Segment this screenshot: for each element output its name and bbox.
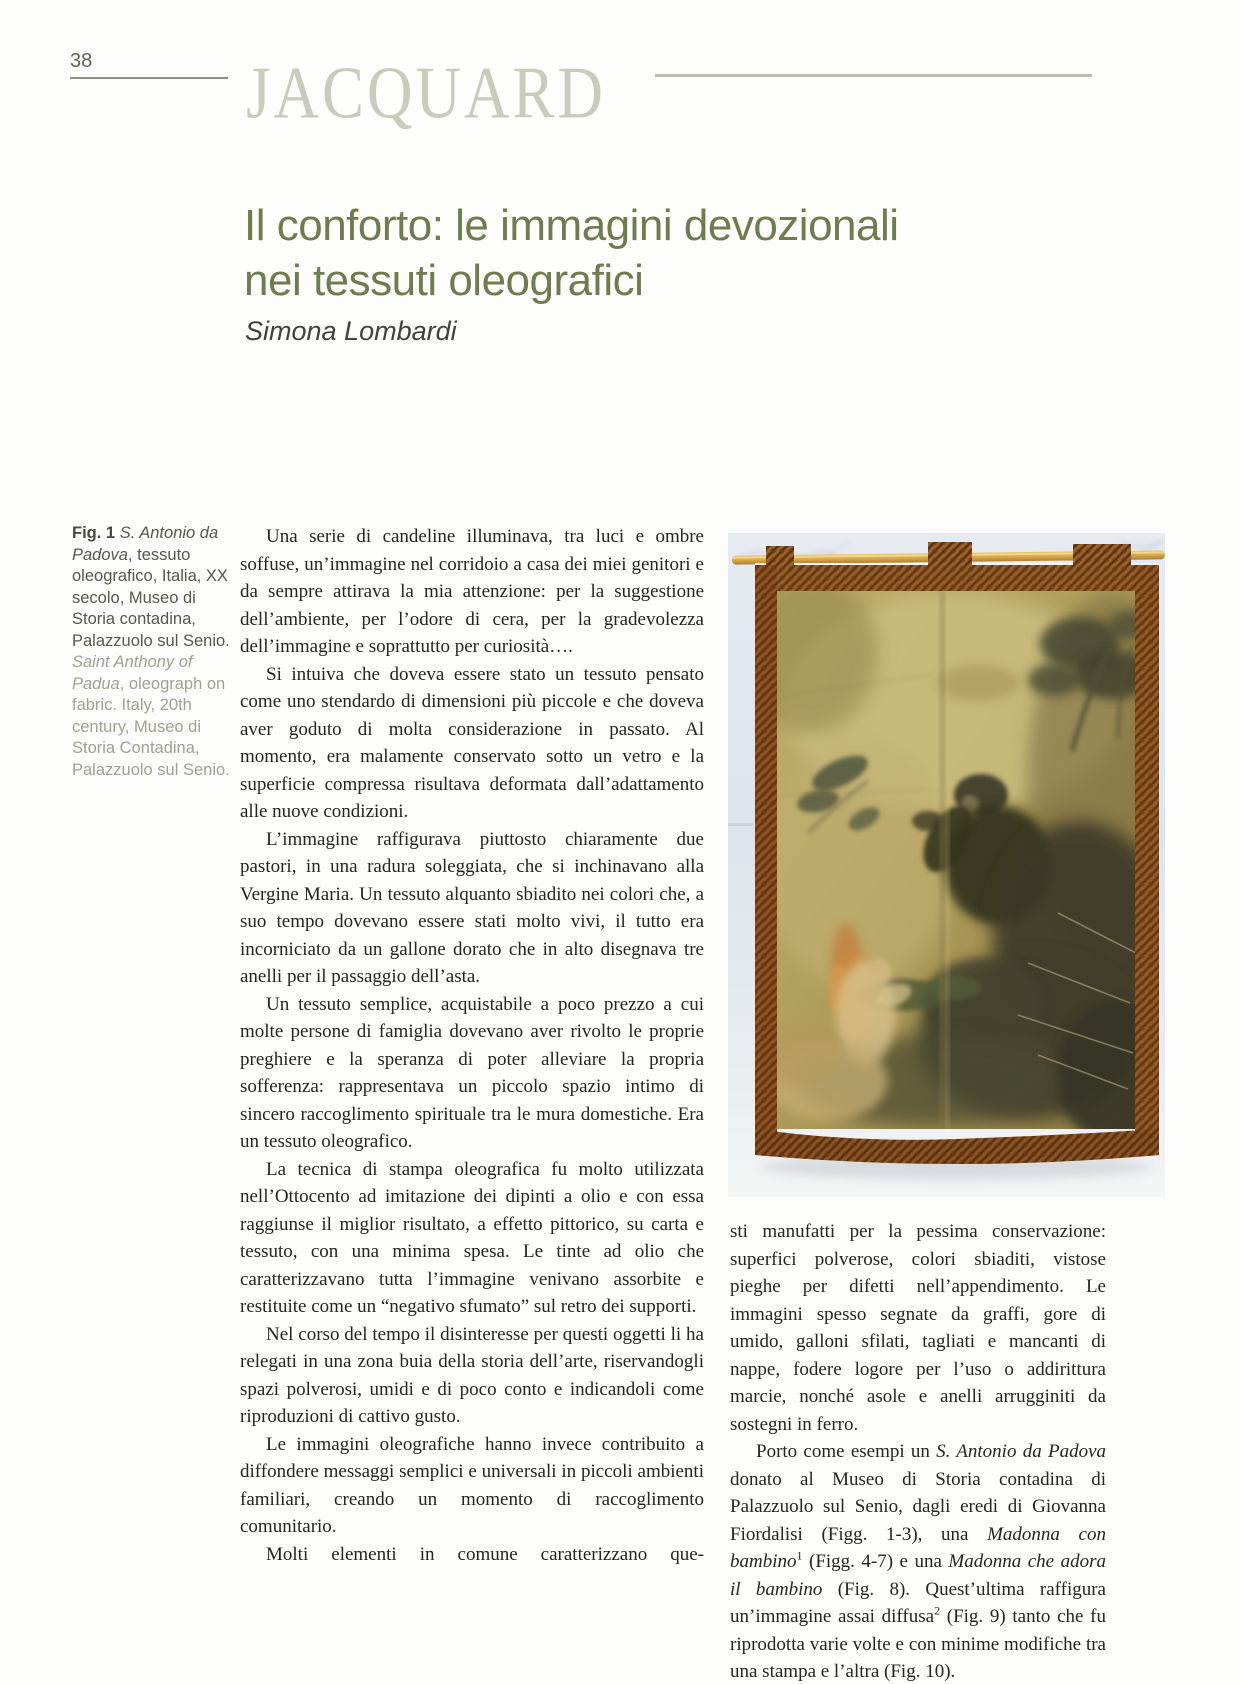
footnote-marker-2: 2 bbox=[934, 1603, 941, 1618]
page-number: 38 bbox=[70, 50, 93, 72]
paragraph-8-continuation: sti manufatti per la pessima conservazione: superfici polverose, colori sbiaditi, vistose pieghe per difetti nell’appendimento. Le immagini spesso segnate da graffi, gore di umido, galloni sfilati, tagliati e mancanti di nappe, fodere logore per l’uso o addirittura marcie, nonché asole e anelli arrugginiti da sostegni in ferro. bbox=[730, 1221, 1106, 1435]
figure-caption bbox=[72, 523, 237, 781]
paragraph-4: Un tessuto semplice, acquistabile a poco prezzo a cui molte persone di famiglia dovevano aver rivolto le proprie preghiere e la speranza di poter alleviare la propria sofferenza: rappresentava un piccolo spazio intimo di sincero raccoglimento spirituale tra le mura domestiche. Era un tessuto oleografico. bbox=[240, 993, 704, 1152]
figure-caption-english: Saint Anthony of Padua, oleograph on fabric. Italy, 20th century, Museo di Storia Contadina, Palazzuolo sul Senio. bbox=[72, 653, 230, 779]
article-title-line-1: Il conforto: le immagini devozionali bbox=[244, 201, 899, 250]
banner bbox=[738, 542, 1165, 1164]
artwork-title-italic: S. Antonio da Padova bbox=[936, 1441, 1106, 1462]
paragraph-7: Le immagini oleografiche hanno invece contribuito a diffondere messaggi semplici e universali in piccoli ambienti familiari, creando un momento di raccoglimento comunitario. bbox=[240, 1433, 704, 1537]
article-author: Simona Lombardi bbox=[245, 316, 457, 346]
shrub-shape-2 bbox=[926, 976, 982, 1000]
footnote-marker-1: 1 bbox=[796, 1548, 803, 1563]
figure-photo bbox=[728, 533, 1165, 1197]
paragraph-9: Porto come esempi un S. Antonio da Padova donato al Museo di Storia contadina di Palazzuolo sul Senio, dagli eredi di Giovanna Fiordalisi (Figg. 1-3), una Madonna con bambino$^1$ (Figg. 4-7) e una Madonna che adora il bambino (Fig. 8). Quest’ultima raffigura un’immagine assai diffusa$^2$ (Fig. 9) tanto che fu riprodotta varie volte e con minime modifiche tra una stampa e l’altra (Fig. 10). bbox=[730, 1441, 1106, 1682]
paragraph-8-fragment: Molti elementi in comune caratterizzano que- bbox=[266, 1543, 704, 1565]
oleograph-banner-illustration bbox=[728, 533, 1165, 1197]
paragraph-1: Una serie di candeline illuminava, tra luci e ombre soffuse, un’immagine nel corridoio a casa dei miei genitori e da sempre attirava la mia attenzione: per la suggestione dell’ambiente, per l’odore di cera, per la gradevolezza dell’immagine e soprattutto per curiosità…. bbox=[240, 526, 704, 657]
artwork-title-italic: Madonna con bambino bbox=[730, 1523, 1106, 1572]
article-title-line-2: nei tessuti oleografici bbox=[244, 256, 644, 305]
artwork-title-italic: Madonna che adora il bambino bbox=[730, 1551, 1106, 1600]
journal-title: JACQUARD bbox=[246, 51, 607, 134]
text-column-1 bbox=[240, 523, 704, 1568]
paragraph-3: L’immagine raffigurava piuttosto chiaramente due pastori, in una radura soleggiata, che si inchinavano alla Vergine Maria. Un tessuto alquanto sbiadito nei colori che, a suo tempo dovevano essere stati molto vivi, il tutto era incorniciato da un gallone dorato che in alto disegnava tre anelli per il passaggio dell’asta. bbox=[240, 828, 704, 987]
text-column-2 bbox=[730, 1218, 1106, 1684]
paragraph-6: Nel corso del tempo il disinteresse per questi oggetti li ha relegati in una zona buia della storia dell’arte, riservandogli spazi polverosi, umidi e di poco conto e indicandoli come riproduzioni di cattivo gusto. bbox=[240, 1323, 704, 1427]
banner-artwork bbox=[738, 573, 1165, 1145]
header-rule-right bbox=[655, 74, 1092, 77]
header-rule-left bbox=[70, 77, 228, 79]
paragraph-2: Si intuiva che doveva essere stato un tessuto pensato come uno stendardo di dimensioni più piccole e che doveva aver goduto di molta considerazione in passato. Al momento, era malamente conservato sotto un vetro e la superficie compressa risultava deformata dall’adattamento alle nuove condizioni. bbox=[240, 663, 704, 822]
figure-caption-italian: Fig. 1 S. Antonio da Padova, tessuto oleografico, Italia, XX secolo, Museo di Storia contadina, Palazzuolo sul Senio. bbox=[72, 524, 230, 650]
paragraph-5: La tecnica di stampa oleografica fu molto utilizzata nell’Ottocento ad imitazione dei dipinti a olio e con essa raggiunse il miglior risultato, a effetto pittorico, su carta e tessuto, con una minima spesa. Le tinte ad olio che caratterizzavano tutta l’immagine venivano assorbite e restituite come un “negativo sfumato” sul retro dei supporti. bbox=[240, 1158, 704, 1317]
figure-caption-label: Fig. 1 bbox=[72, 524, 116, 542]
article-title bbox=[244, 198, 1004, 308]
